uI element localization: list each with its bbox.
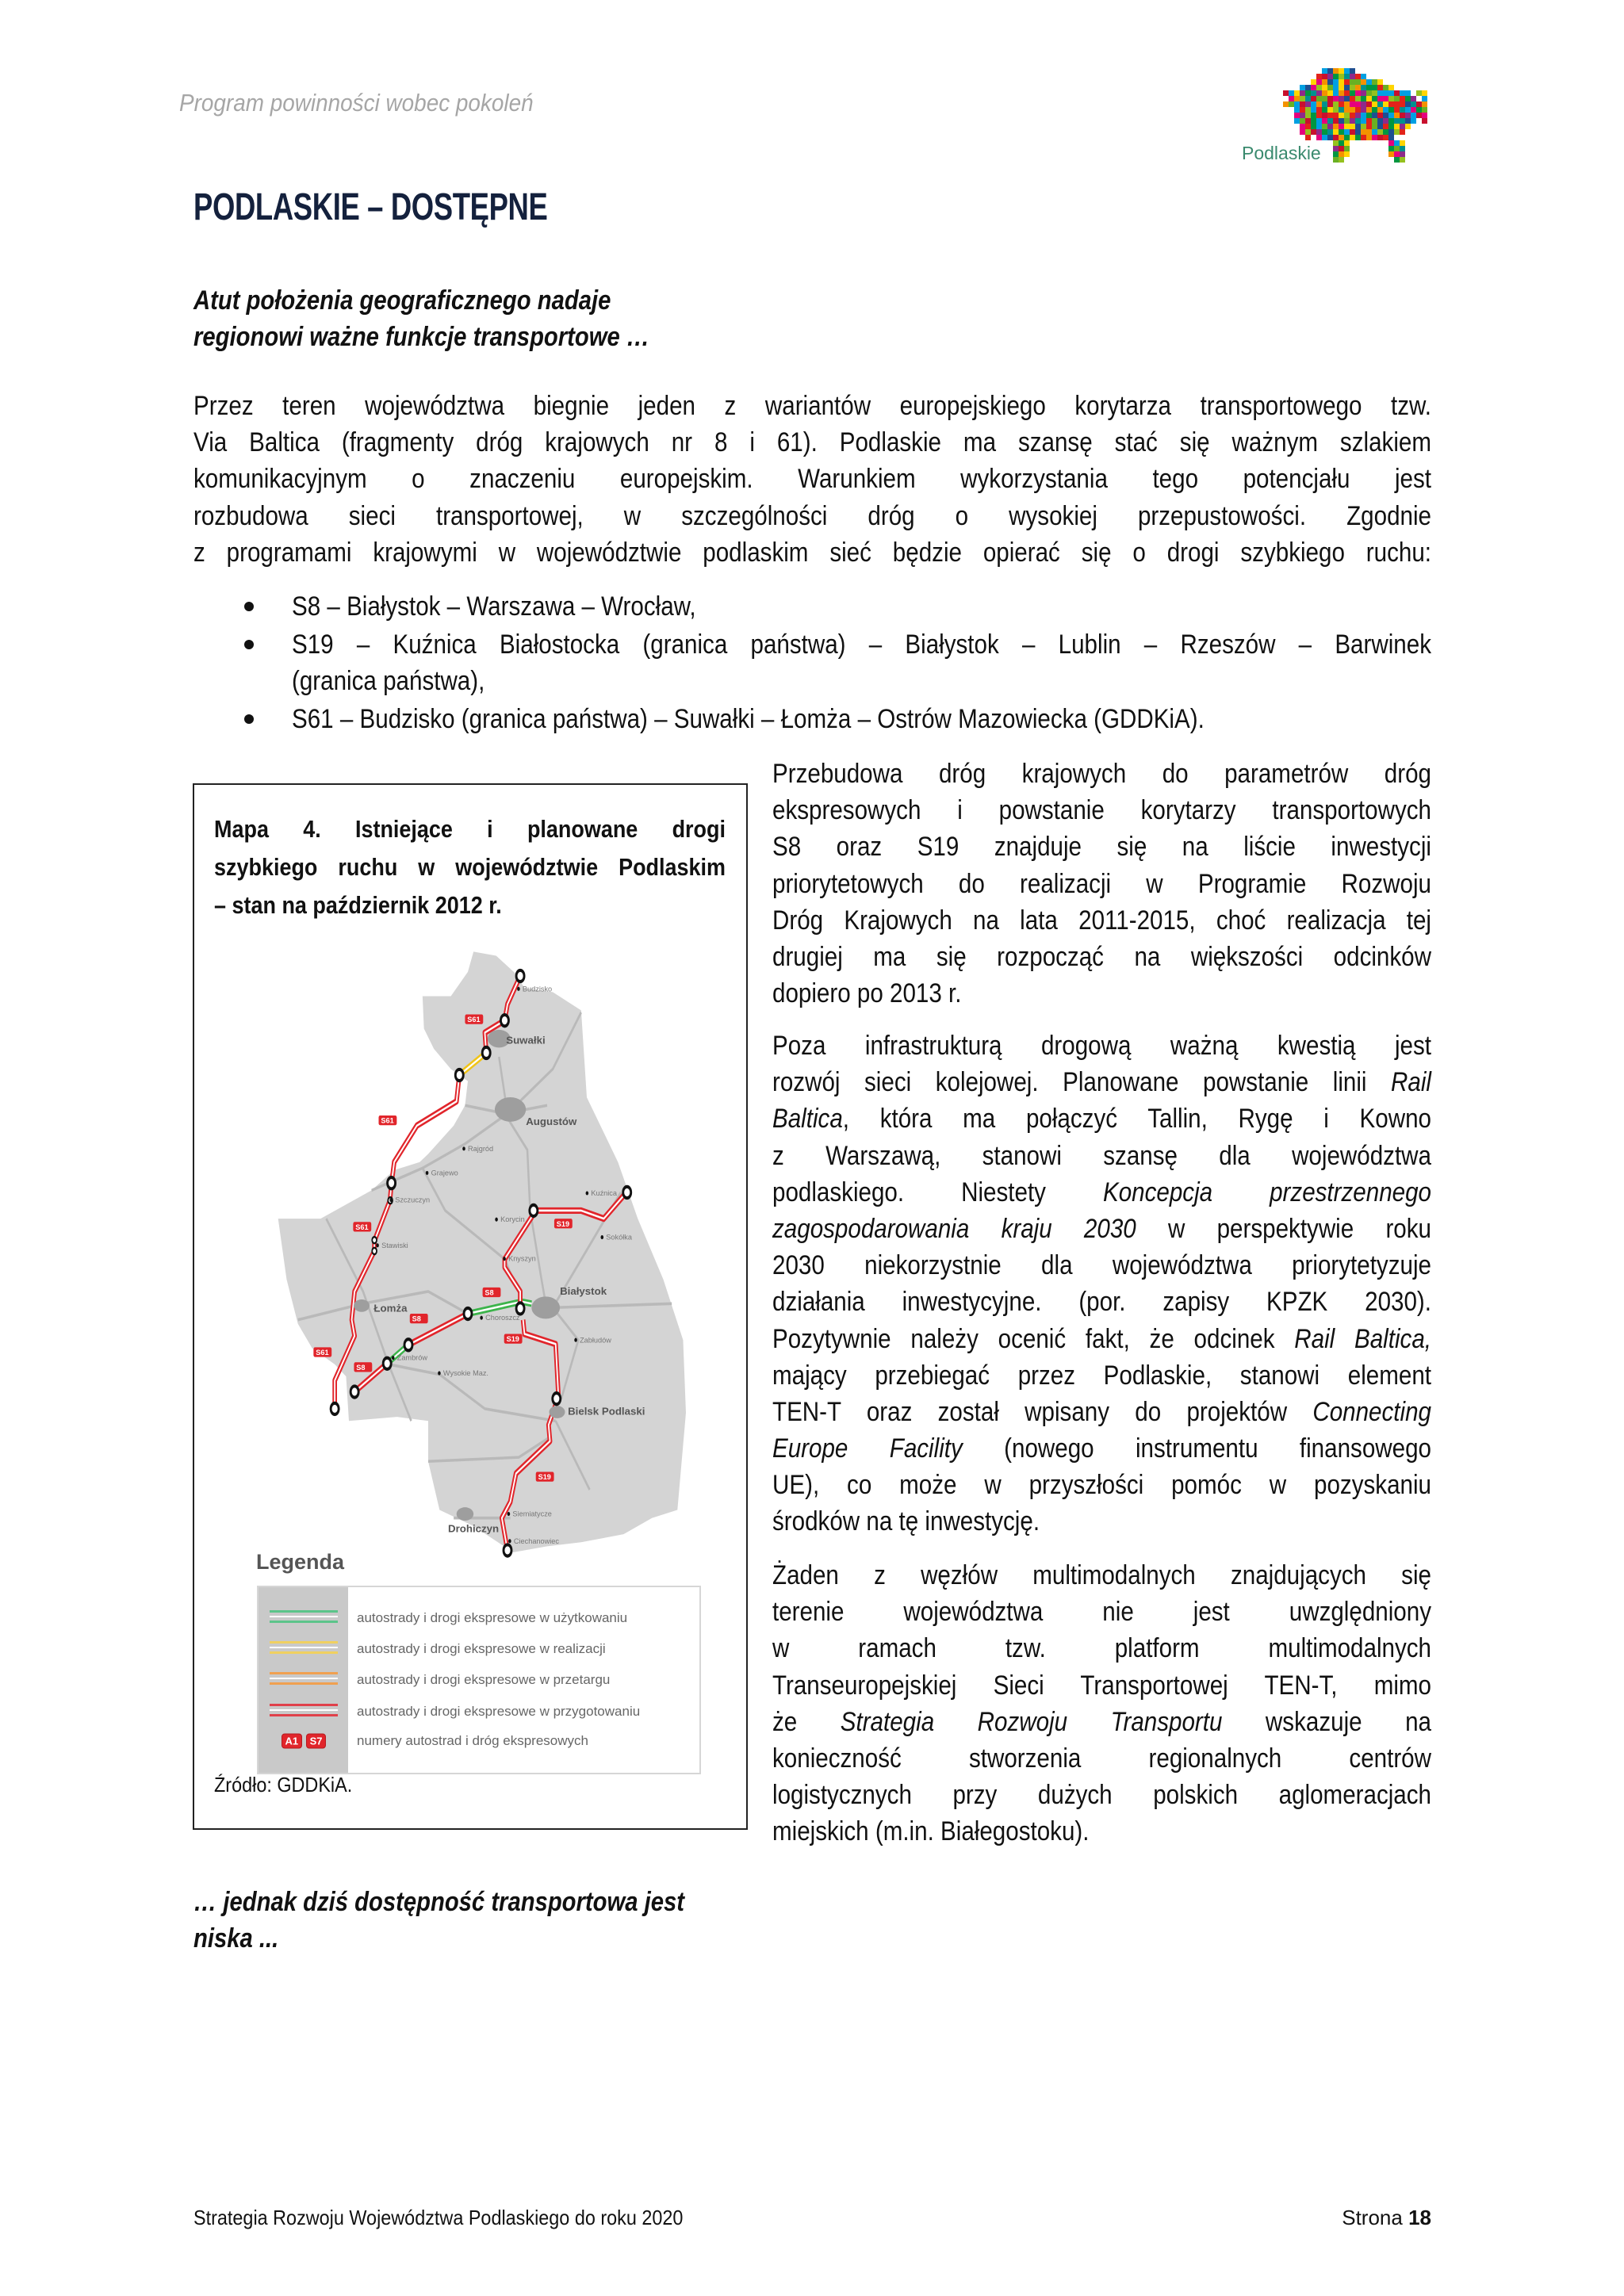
town-label: Siemiatycze bbox=[512, 1510, 552, 1518]
city-label: Augustów bbox=[526, 1115, 577, 1127]
junction-node-icon bbox=[504, 1544, 511, 1556]
city-area bbox=[495, 1097, 526, 1122]
junction-node-icon bbox=[404, 1339, 412, 1350]
podlaskie-logo bbox=[1237, 63, 1435, 166]
text-segment: , która ma połączyć Tallin, Rygę i Kowno bbox=[842, 1104, 1431, 1135]
junction-node-icon bbox=[383, 1358, 391, 1369]
text-line: Via Baltica (fragmenty dróg krajowych nr 8 i 61). Podlaskie ma szansę stać się ważnym szlakiem bbox=[193, 427, 1431, 458]
map-caption bbox=[214, 810, 802, 924]
italic-term: zagospodarowania kraju 2030 bbox=[772, 1213, 1136, 1244]
junction-node-icon bbox=[482, 1047, 490, 1058]
town-dot-icon bbox=[601, 1235, 604, 1239]
text-line: S19 – Kuźnica Białostocka (granica państwa) – Białystok – Lublin – Rzeszów – Barwinek bbox=[292, 629, 1431, 660]
text-segment: że bbox=[772, 1706, 841, 1737]
map-legend bbox=[257, 1586, 701, 1774]
text-line bbox=[772, 1704, 1431, 1740]
junction-node-icon bbox=[455, 1070, 463, 1081]
town-label: Zabłudów bbox=[580, 1336, 611, 1345]
badge-s7: S7 bbox=[306, 1734, 327, 1749]
junction-node-icon bbox=[372, 1248, 377, 1254]
text-line bbox=[772, 1321, 1431, 1357]
legend-title: Legenda bbox=[256, 1550, 345, 1574]
road-number-label: S8 bbox=[356, 1363, 366, 1372]
page-label: Strona bbox=[1342, 2206, 1403, 2229]
text-segment: podlaskiego. Niestety bbox=[772, 1177, 1103, 1207]
text-line: niska ... bbox=[193, 1923, 279, 1954]
town-label: Kuźnica bbox=[591, 1189, 618, 1198]
legend-line-swatch bbox=[270, 1672, 338, 1688]
junction-node-icon bbox=[464, 1308, 472, 1319]
footer-document-title: Strategia Rozwoju Województwa Podlaskiego do roku 2020 bbox=[193, 2206, 684, 2229]
text-segment: TEN-T oraz został wpisany do projektów bbox=[772, 1396, 1313, 1427]
text-line: logistycznych przy dużych polskich aglomeracjach bbox=[772, 1780, 1431, 1811]
town-dot-icon bbox=[574, 1338, 577, 1342]
text-line: Transeuropejskiej Sieci Transportowej TEN-T, mimo bbox=[772, 1670, 1431, 1701]
text-segment: (nowego instrumentu finansowego bbox=[962, 1433, 1431, 1464]
town-label: Budzisko bbox=[522, 985, 553, 993]
road-number-label: S19 bbox=[538, 1473, 551, 1482]
text-line bbox=[772, 1174, 1431, 1211]
text-line: regionowi ważne funkcje transportowe … bbox=[193, 322, 650, 353]
text-line bbox=[772, 1064, 1431, 1100]
legend-line-swatch bbox=[270, 1641, 338, 1657]
bullet-item-s61 bbox=[292, 701, 1602, 737]
text-line: Dróg Krajowych na lata 2011-2015, choć realizacja tej bbox=[772, 905, 1431, 936]
text-line: – stan na październik 2012 r. bbox=[214, 891, 502, 919]
text-line bbox=[772, 1394, 1431, 1430]
junction-node-icon bbox=[350, 1386, 358, 1397]
junction-node-icon bbox=[388, 1177, 396, 1188]
junction-node-icon bbox=[553, 1393, 561, 1404]
intro-paragraph bbox=[193, 388, 1616, 571]
text-line: Przez teren województwa biegnie jeden z wariantów europejskiego korytarza transportowego tzw. bbox=[193, 391, 1431, 421]
text-line: działania inwestycyjne. (por. zapisy KPZK 2030). bbox=[772, 1287, 1431, 1318]
badge-a1: A1 bbox=[282, 1734, 303, 1749]
text-line bbox=[772, 1100, 1431, 1137]
bullet-item-s8 bbox=[292, 588, 1602, 625]
city-area bbox=[531, 1296, 560, 1318]
town-label: Ciechanowiec bbox=[513, 1536, 559, 1545]
town-dot-icon bbox=[426, 1171, 429, 1175]
expressway-map bbox=[270, 936, 714, 1570]
text-segment: w perspektywie roku bbox=[1136, 1213, 1431, 1244]
city-label: Łomża bbox=[373, 1302, 408, 1314]
legend-label: autostrady i drogi ekspresowe w przygotowaniu bbox=[357, 1704, 641, 1719]
text-line bbox=[772, 1430, 1431, 1467]
region-outline bbox=[278, 951, 686, 1552]
road-number-label: S61 bbox=[355, 1223, 369, 1231]
text-line: mający przebiegać przez Podlaskie, stanowi element bbox=[772, 1360, 1431, 1391]
text-line: ekspresowych i powstanie korytarzy transportowych bbox=[772, 795, 1431, 826]
junction-node-icon bbox=[516, 1303, 524, 1314]
footer-page bbox=[1342, 2206, 1431, 2230]
text-segment: Pozytywnie należy ocenić fakt, że odcinek bbox=[772, 1323, 1295, 1354]
town-label: Knyszyn bbox=[508, 1254, 536, 1263]
bullet-icon bbox=[244, 602, 254, 611]
text-line: konieczność stworzenia regionalnych centrów bbox=[772, 1743, 1431, 1774]
city-label: Białystok bbox=[560, 1285, 607, 1298]
text-line: dopiero po 2013 r. bbox=[772, 978, 962, 1009]
road-number-label: S19 bbox=[506, 1335, 519, 1344]
legend-label: autostrady i drogi ekspresowe w użytkowaniu bbox=[357, 1610, 628, 1625]
city-label: Drohiczyn bbox=[448, 1522, 500, 1535]
town-label: Szczuczyn bbox=[395, 1196, 431, 1204]
legend-label: autostrady i drogi ekspresowe w przetargu bbox=[357, 1672, 611, 1687]
map-source: Źródło: GDDKiA. bbox=[214, 1773, 353, 1797]
italic-term: Baltica bbox=[772, 1104, 843, 1135]
bullet-item-s19 bbox=[292, 626, 1602, 699]
town-dot-icon bbox=[508, 1512, 511, 1516]
right-paragraph-3 bbox=[772, 1557, 1530, 1850]
right-paragraph-2 bbox=[772, 1027, 1530, 1540]
italic-term: Connecting bbox=[1312, 1396, 1431, 1427]
italic-term: Rail Baltica, bbox=[1294, 1323, 1431, 1354]
bullet-icon bbox=[244, 714, 254, 724]
junction-node-icon bbox=[372, 1237, 377, 1243]
city-area bbox=[457, 1507, 473, 1521]
town-label: Rajgród bbox=[468, 1144, 494, 1153]
text-line: w ramach tzw. platform multimodalnych bbox=[772, 1633, 1431, 1664]
page-number: 18 bbox=[1408, 2206, 1431, 2229]
text-line: drugiej ma się rozpocząć na większości odcinków bbox=[772, 941, 1431, 972]
city-area bbox=[550, 1406, 565, 1418]
text-line: środków na tę inwestycję. bbox=[772, 1506, 1040, 1537]
text-line: S8 oraz S19 znajduje się na liście inwestycji bbox=[772, 832, 1431, 863]
text-line: S8 – Białystok – Warszawa – Wrocław, bbox=[292, 591, 696, 622]
right-paragraph-1 bbox=[772, 756, 1530, 1012]
road-number-label: S61 bbox=[381, 1116, 394, 1125]
italic-term: Koncepcja przestrzennego bbox=[1102, 1177, 1431, 1207]
junction-node-icon bbox=[623, 1187, 631, 1198]
text-line: Mapa 4. Istniejące i planowane drogi bbox=[214, 815, 726, 843]
town-label: Stawiski bbox=[381, 1241, 408, 1249]
text-line: terenie województwa nie jest uwzględniony bbox=[772, 1597, 1431, 1628]
page-title: PODLASKIE – DOSTĘPNE bbox=[193, 186, 548, 228]
text-line: Atut położenia geograficznego nadaje bbox=[193, 285, 611, 316]
legend-label-badges: numery autostrad i dróg ekspresowych bbox=[357, 1733, 588, 1748]
town-label: Choroszcz bbox=[485, 1314, 520, 1322]
road-number-label: S61 bbox=[316, 1349, 329, 1357]
town-dot-icon bbox=[438, 1371, 441, 1375]
text-line: z Warszawą, stanowi szansę dla województwa bbox=[772, 1140, 1431, 1171]
town-label: Korycin bbox=[500, 1215, 525, 1224]
text-line: rozbudowa sieci transportowej, w szczególności dróg o wysokiej przepustowości. Zgodnie bbox=[193, 500, 1431, 531]
road-number-label: S8 bbox=[485, 1288, 494, 1297]
text-line: z programami krajowymi w województwie podlaskim sieć będzie opierać się o drogi szybkiego ruchu: bbox=[193, 537, 1431, 568]
text-line bbox=[772, 1211, 1431, 1247]
text-line: (granica państwa), bbox=[292, 666, 485, 697]
text-line: Poza infrastrukturą drogową ważną kwestią jest bbox=[772, 1031, 1431, 1061]
junction-node-icon bbox=[331, 1403, 339, 1414]
city-label: Suwałki bbox=[506, 1034, 546, 1047]
junction-node-icon bbox=[516, 970, 524, 982]
road-number-label: S61 bbox=[467, 1016, 481, 1024]
legend-line-swatch bbox=[270, 1704, 338, 1720]
town-dot-icon bbox=[517, 987, 520, 991]
junction-node-icon bbox=[500, 1015, 508, 1026]
town-dot-icon bbox=[462, 1146, 465, 1150]
bullet-icon bbox=[244, 640, 254, 649]
logo-text: Podlaskie bbox=[1242, 143, 1321, 163]
town-dot-icon bbox=[503, 1257, 506, 1261]
town-dot-icon bbox=[480, 1316, 483, 1320]
text-segment: rozwój sieci kolejowej. Planowane powstanie linii bbox=[772, 1067, 1392, 1098]
town-dot-icon bbox=[376, 1243, 379, 1247]
town-dot-icon bbox=[508, 1539, 511, 1543]
legend-badges bbox=[270, 1734, 338, 1749]
text-line: … jednak dziś dostępność transportowa jest bbox=[193, 1887, 685, 1917]
city-label: Bielsk Podlaski bbox=[568, 1405, 645, 1418]
town-label: Zambrów bbox=[396, 1353, 427, 1362]
town-label: Wysokie Maz. bbox=[442, 1369, 488, 1378]
text-line: szybkiego ruchu w województwie Podlaskim bbox=[214, 853, 726, 881]
closing-heading bbox=[193, 1884, 857, 1957]
italic-term: Strategia Rozwoju Transportu bbox=[840, 1706, 1223, 1737]
legend-line-swatch bbox=[270, 1610, 338, 1626]
text-line: miejskich (m.in. Białegostoku). bbox=[772, 1816, 1090, 1847]
text-line: komunikacyjnym o znaczeniu europejskim. Warunkiem wykorzystania tego potencjału jest bbox=[193, 464, 1431, 495]
intro-heading bbox=[193, 282, 857, 355]
city-area bbox=[354, 1299, 370, 1312]
text-line: UE), co może w przyszłości pomóc w pozyskaniu bbox=[772, 1470, 1431, 1501]
junction-node-icon bbox=[530, 1205, 538, 1216]
road-number-label: S19 bbox=[556, 1219, 570, 1228]
italic-term: Europe Facility bbox=[772, 1433, 963, 1464]
text-line: priorytetowych do realizacji w Programie Rozwoju bbox=[772, 868, 1431, 899]
town-dot-icon bbox=[389, 1198, 393, 1202]
text-line: Żaden z węzłów multimodalnych znajdujących się bbox=[772, 1560, 1431, 1590]
town-label: Sokółka bbox=[606, 1233, 632, 1242]
running-header: Program powinności wobec pokoleń bbox=[179, 89, 534, 117]
text-line: Przebudowa dróg krajowych do parametrów dróg bbox=[772, 759, 1431, 789]
text-line: S61 – Budzisko (granica państwa) – Suwałki – Łomża – Ostrów Mazowiecka (GDDKiA). bbox=[292, 704, 1205, 734]
text-segment: wskazuje na bbox=[1222, 1706, 1431, 1737]
town-dot-icon bbox=[392, 1356, 395, 1360]
text-line: 2030 niekorzystnie dla województwa priorytetyzuje bbox=[772, 1250, 1431, 1281]
italic-term: Rail bbox=[1391, 1067, 1431, 1098]
legend-label: autostrady i drogi ekspresowe w realizacji bbox=[357, 1641, 606, 1656]
road-number-label: S8 bbox=[412, 1314, 421, 1323]
town-dot-icon bbox=[495, 1218, 498, 1222]
town-dot-icon bbox=[586, 1191, 589, 1195]
town-label: Grajewo bbox=[431, 1169, 458, 1177]
